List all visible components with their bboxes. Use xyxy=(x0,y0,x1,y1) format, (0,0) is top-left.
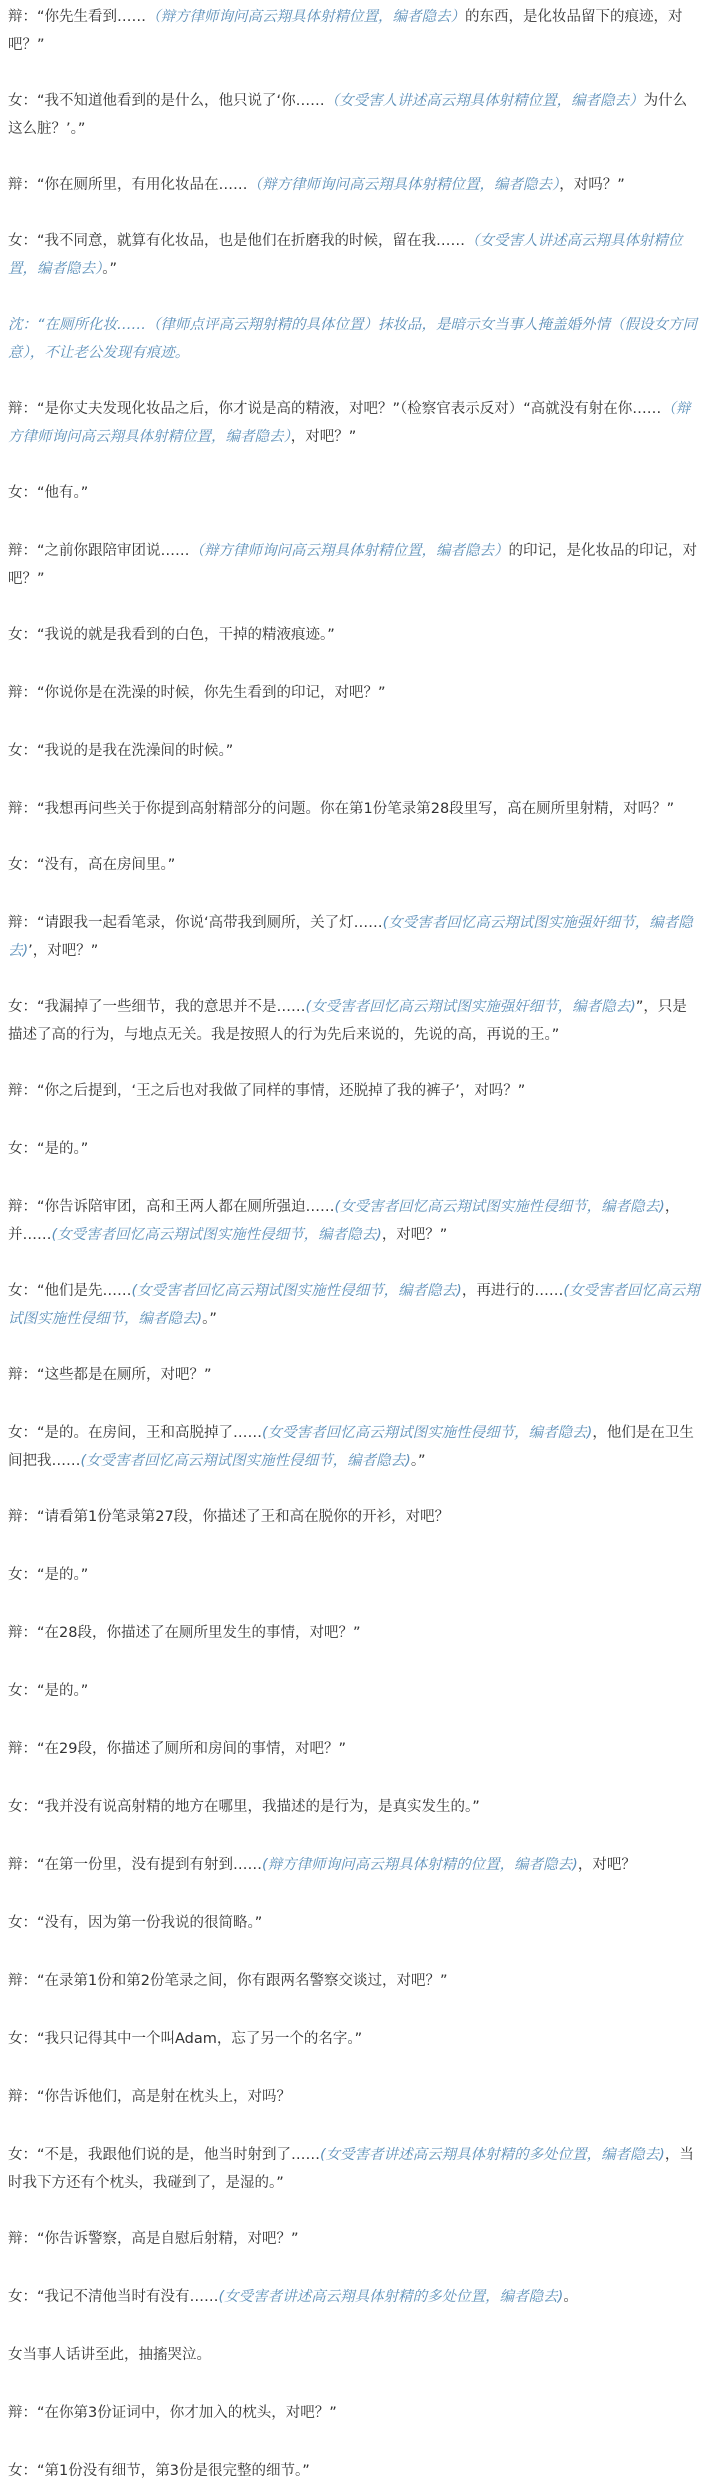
dialogue-text: 女：“是的。” xyxy=(8,1141,89,1157)
dialogue-text: 女：“第1份没有细节，第3份是很完整的细节。” xyxy=(8,2463,310,2479)
dialogue-text: 女：“他有。” xyxy=(8,485,89,501)
transcript-paragraph xyxy=(8,395,701,451)
transcript-paragraph xyxy=(8,621,701,649)
transcript-paragraph xyxy=(8,1277,701,1333)
transcript-paragraph xyxy=(8,2283,701,2311)
transcript-paragraph xyxy=(8,993,701,1049)
dialogue-text: 辩：“你告诉他们，高是射在枕头上，对吗？ xyxy=(8,2089,292,2105)
transcript-paragraph xyxy=(8,1851,701,1879)
dialogue-text: 女：“我只记得其中一个叫Adam，忘了另一个的名字。” xyxy=(8,2031,363,2047)
transcript-paragraph xyxy=(8,2399,701,2427)
transcript-paragraph xyxy=(8,2341,701,2369)
transcript-paragraph xyxy=(8,1561,701,1589)
dialogue-text: 。” xyxy=(410,1453,426,1469)
dialogue-text: ”，只是描述了高的行为，与地点无关。我是按照人的行为先后来说的，先说的高，再说的王。” xyxy=(8,999,687,1043)
dialogue-text: 女：“我记不清他当时有没有…… xyxy=(8,2289,219,2305)
dialogue-text: 辩：“在录第1份和第2份笔录之间，你有跟两名警察交谈过，对吧？” xyxy=(8,1973,448,1989)
transcript-paragraph xyxy=(8,171,701,199)
dialogue-text: ，并…… xyxy=(8,1199,680,1243)
dialogue-text: 辩：“在你第3份证词中，你才加入的枕头，对吧？” xyxy=(8,2405,337,2421)
commentary-paragraph xyxy=(8,311,701,367)
dialogue-text: 辩：“你先生看到…… xyxy=(8,9,147,25)
editor-note: (女受害者回忆高云翔试图实施强奸细节，编者隐去) xyxy=(305,999,636,1015)
dialogue-text: 为什么这么脏？’。” xyxy=(8,93,688,137)
dialogue-text: 女：“我漏掉了一些细节，我的意思并不是…… xyxy=(8,999,306,1015)
dialogue-text: 辩：“在28段，你描述了在厕所里发生的事情，对吧？” xyxy=(8,1625,361,1641)
editor-note: (女受害者回忆高云翔试图实施性侵细节，编者隐去) xyxy=(8,1283,700,1327)
editor-note: （辩方律师询问高云翔具体射精位置，编者隐去） xyxy=(146,9,466,25)
dialogue-text: ，对吧？” xyxy=(290,429,357,445)
transcript-paragraph xyxy=(8,537,701,593)
transcript-paragraph xyxy=(8,2457,701,2485)
dialogue-text: ，对吧？ xyxy=(577,1857,636,1873)
transcript-paragraph xyxy=(8,2141,701,2197)
dialogue-text: 辩：“你之后提到，‘王之后也对我做了同样的事情，还脱掉了我的裤子’，对吗？” xyxy=(8,1083,526,1099)
transcript-paragraph xyxy=(8,1619,701,1647)
transcript-paragraph xyxy=(8,1909,701,1937)
dialogue-text: 女：“没有，因为第一份我说的很简略。” xyxy=(8,1915,263,1931)
editor-note: (女受害者回忆高云翔试图实施性侵细节，编者隐去) xyxy=(80,1453,411,1469)
transcript-paragraph xyxy=(8,2083,701,2111)
transcript-paragraph xyxy=(8,1793,701,1821)
transcript-paragraph xyxy=(8,851,701,879)
transcript-paragraph xyxy=(8,1735,701,1763)
dialogue-text: 辩：“这些都是在厕所，对吧？” xyxy=(8,1367,212,1383)
editor-note: (女受害者回忆高云翔试图实施性侵细节，编者隐去) xyxy=(262,1425,593,1441)
transcript-paragraph xyxy=(8,1419,701,1475)
dialogue-text: 女当事人话讲至此，抽搐哭泣。 xyxy=(8,2347,211,2363)
dialogue-text: 女：“不是，我跟他们说的是，他当时射到了…… xyxy=(8,2147,321,2163)
transcript-paragraph xyxy=(8,1135,701,1163)
dialogue-text: ’，对吧？” xyxy=(28,943,99,959)
dialogue-text: 辩：“是你丈夫发现化妆品之后，你才说是高的精液，对吧？”（检察官表示反对）“高就没有射在你…… xyxy=(8,401,662,417)
dialogue-text: 的印记，是化妆品的印记，对吧？” xyxy=(8,543,698,587)
transcript-paragraph xyxy=(8,909,701,965)
dialogue-text: ，对吗？” xyxy=(559,177,625,193)
dialogue-text: 辩：“你告诉警察，高是自慰后射精，对吧？” xyxy=(8,2231,299,2247)
transcript-paragraph xyxy=(8,1503,701,1531)
editor-note: （辩方律师询问高云翔具体射精位置，编者隐去） xyxy=(8,401,691,445)
transcript-paragraph xyxy=(8,227,701,283)
dialogue-text: ，再进行的…… xyxy=(461,1283,564,1299)
editor-note: (女受害者讲述高云翔具体射精的多处位置，编者隐去) xyxy=(218,2289,564,2305)
dialogue-text: 。” xyxy=(202,1311,217,1327)
dialogue-text: 辩：“在第一份里，没有提到有射到…… xyxy=(8,1857,263,1873)
editor-note: (辩方律师询问高云翔具体射精的位置，编者隐去) xyxy=(262,1857,578,1873)
transcript-paragraph xyxy=(8,795,701,823)
dialogue-text: 女：“我说的是我在洗澡间的时候。” xyxy=(8,743,234,759)
transcript-paragraph xyxy=(8,1077,701,1105)
dialogue-text: 女：“我说的就是我看到的白色，干掉的精液痕迹。” xyxy=(8,627,335,643)
dialogue-text: 辩：“请看第1份笔录第27段，你描述了王和高在脱你的开衫，对吧？ xyxy=(8,1509,450,1525)
dialogue-text: 女：“他们是先…… xyxy=(8,1283,132,1299)
editor-note: 沈：“在厕所化妆……（律师点评高云翔射精的具体位置）抹妆品，是暗示女当事人掩盖婚外情（假设女方同意），不让老公发现有痕迹。 xyxy=(8,317,698,361)
editor-note: （女受害人讲述高云翔具体射精位置，编者隐去） xyxy=(8,233,683,277)
transcript-paragraph xyxy=(8,2025,701,2053)
editor-note: (女受害者回忆高云翔试图实施性侵细节，编者隐去) xyxy=(334,1199,665,1215)
dialogue-text: 女：“我不知道他看到的是什么，他只说了‘你…… xyxy=(8,93,325,109)
dialogue-text: 女：“我并没有说高射精的地方在哪里，我描述的是行为，是真实发生的。” xyxy=(8,1799,480,1815)
dialogue-text: 辩：“我想再问些关于你提到高射精部分的问题。你在第1份笔录第28段里写，高在厕所里射精，对吗？” xyxy=(8,801,675,817)
editor-note: (女受害者回忆高云翔试图实施性侵细节，编者隐去) xyxy=(131,1283,462,1299)
dialogue-text: 的东西，是化妆品留下的痕迹，对吧？” xyxy=(8,9,683,53)
transcript-paragraph xyxy=(8,1193,701,1249)
dialogue-text: 辩：“你说你是在洗澡的时候，你先生看到的印记，对吧？” xyxy=(8,685,386,701)
dialogue-text: 。 xyxy=(563,2289,578,2305)
transcript-paragraph xyxy=(8,2225,701,2253)
dialogue-text: 辩：“你告诉陪审团，高和王两人都在厕所强迫…… xyxy=(8,1199,335,1215)
dialogue-text: 辩：“在29段，你描述了厕所和房间的事情，对吧？” xyxy=(8,1741,346,1757)
dialogue-text: 辩：“之前你跟陪审团说…… xyxy=(8,543,190,559)
dialogue-text: 女：“是的。” xyxy=(8,1683,89,1699)
transcript-paragraph xyxy=(8,1967,701,1995)
dialogue-text: 女：“没有，高在房间里。” xyxy=(8,857,176,873)
dialogue-text: 辩：“你在厕所里，有用化妆品在…… xyxy=(8,177,248,193)
transcript-paragraph xyxy=(8,1361,701,1389)
dialogue-text: 女：“我不同意，就算有化妆品，也是他们在折磨我的时候，留在我…… xyxy=(8,233,466,249)
editor-note: (女受害者讲述高云翔具体射精的多处位置，编者隐去) xyxy=(320,2147,665,2163)
dialogue-text: 辩：“请跟我一起看笔录，你说‘高带我到厕所，关了灯…… xyxy=(8,915,383,931)
transcript-paragraph xyxy=(8,1677,701,1705)
editor-note: （女受害人讲述高云翔具体射精位置，编者隐去） xyxy=(324,93,644,109)
transcript-paragraph xyxy=(8,679,701,707)
editor-note: （辩方律师询问高云翔具体射精位置，编者隐去） xyxy=(247,177,560,193)
editor-note: (女受害者回忆高云翔试图实施性侵细节，编者隐去) xyxy=(51,1227,382,1243)
transcript-paragraph xyxy=(8,87,701,143)
dialogue-text: ，当时我下方还有个枕头，我碰到了，是湿的。” xyxy=(8,2147,694,2191)
transcript-paragraph xyxy=(8,3,701,59)
transcript-paragraph xyxy=(8,737,701,765)
dialogue-text: 。” xyxy=(102,261,118,277)
editor-note: （辩方律师询问高云翔具体射精位置，编者隐去） xyxy=(189,543,509,559)
dialogue-text: 女：“是的。” xyxy=(8,1567,89,1583)
dialogue-text: 女：“是的。在房间，王和高脱掉了…… xyxy=(8,1425,263,1441)
transcript-paragraph xyxy=(8,479,701,507)
dialogue-text: ，对吧？” xyxy=(381,1227,448,1243)
dialogue-text: ，他们是在卫生间把我…… xyxy=(8,1425,694,1469)
editor-note: (女受害者回忆高云翔试图实施强奸细节，编者隐去) xyxy=(8,915,693,959)
